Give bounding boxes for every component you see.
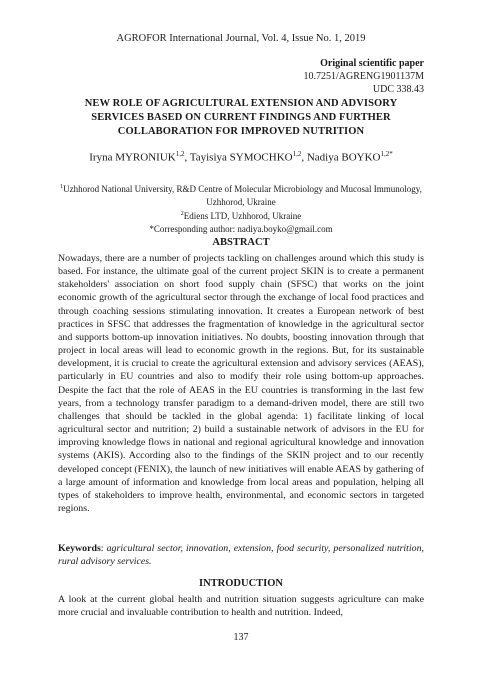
keywords: Keywords: agricultural sector, innovation, extension, food security, personalized nutrition, rural advisory services. — [58, 543, 424, 568]
author-affil-sup: 1,2 — [175, 150, 185, 158]
udc: UDC 338.43 — [372, 84, 424, 95]
author-affil-sup: 1,2* — [380, 150, 393, 158]
abstract-body: Nowadays, there are a number of projects tackling on challenges around which this study is based. For instance, the ultimate goal of the current project SKIN is to create a permanent stakeholders' association on short food supply chain (SFSC) that works on the joint economic growth of the agricultural sector through the exchange of local food practices and through coaching sessions stimulating innovation. It creates a European network of best practices in SFSC that addresses the fragmentation of knowledge in the agricultural sector and supports bottom-up innovation initiatives. No doubts, boosting innovation through that project in local areas will lead to economic growth in the regions. But, for its sustainable development, it is crucial to create the agricultural extension and advisory services (AEAS), particularly in EU countries and also to modify their role using bottom-up approaches. Despite the fact that the role of AEAS in the EU countries is transforming in the last few years, from a technology transfer paradigm to a demand-driven model, there are still two challenges that should be tackled in the global agenda: 1) facilitate linking of local agricultural sector and nutrition; 2) build a sustainable network of advisors in the EU for improving knowledge flows in national and regional agricultural knowledge and innovation systems (AKIS). According also to the findings of the SKIN project and to our recently developed concept (FENIX), the launch of new initiatives will enable AEAS by gathering of a large amount of information and knowledge from local areas and population, helping all types of stakeholders to improve health, environmental, and economic sectors in targeted regions. — [58, 253, 424, 514]
author-separator: , — [184, 151, 190, 164]
keywords-text: agricultural sector, innovation, extension, food security, personalized nutrition, rural advisory services. — [58, 543, 424, 568]
author-name: Nadiya BOYKO — [306, 151, 381, 164]
author-list — [58, 150, 424, 164]
author-separator: , — [301, 151, 307, 164]
author-affil-sup: 1,2 — [292, 150, 302, 158]
introduction-heading: INTRODUCTION — [198, 578, 283, 589]
affiliation-text: Uzhhorod National University, R&D Centre of Molecular Microbiology and Mucosal Immunology, Uzhhorod, Ukraine — [63, 184, 422, 207]
journal-header: AGROFOR International Journal, Vol. 4, Issue No. 1, 2019 — [116, 33, 366, 44]
affiliation-1 — [58, 181, 424, 208]
page-number: 137 — [233, 632, 249, 643]
keywords-label: Keywords — [58, 543, 101, 554]
corresponding-author: *Corresponding author: nadiya.boyko@gmail.com — [149, 223, 333, 234]
author-name: Iryna MYRONIUK — [89, 151, 176, 164]
abstract-heading: ABSTRACT — [212, 237, 270, 248]
affiliation-sup: 1 — [60, 184, 64, 190]
affiliations — [58, 181, 424, 235]
author-name: Tayisiya SYMOCHKO — [189, 151, 293, 164]
affiliation-sup: 2 — [180, 211, 184, 217]
paper-type: Original scientific paper — [320, 58, 424, 69]
introduction-body: A look at the current global health and nutrition situation suggests agriculture can make more crucial and invaluable contribution to health and nutrition. Indeed, — [58, 594, 424, 619]
paper-meta — [304, 57, 424, 96]
doi: 10.7251/AGRENG1901137M — [303, 71, 424, 82]
paper-title: NEW ROLE OF AGRICULTURAL EXTENSION AND ADVISORY SERVICES BASED ON CURRENT FINDINGS AND FURTHER COLLABORATION FOR IMPROVED NUTRITION — [84, 98, 398, 137]
affiliation-2 — [58, 208, 424, 223]
affiliation-text: Ediens LTD, Uzhhorod, Ukraine — [183, 211, 302, 221]
